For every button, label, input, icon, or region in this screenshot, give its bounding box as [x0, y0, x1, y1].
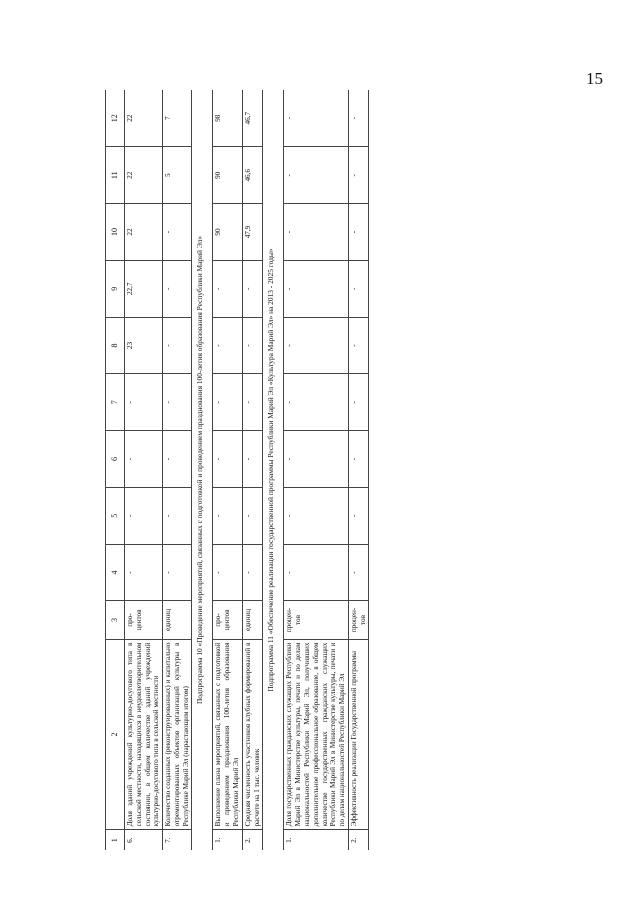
value-cell: -: [284, 431, 348, 488]
value-cell: -: [284, 204, 348, 261]
row-number: 7.: [163, 830, 192, 850]
value-cell: -: [125, 544, 163, 601]
table-row: [213, 90, 242, 850]
column-header: 3: [106, 601, 125, 639]
value-cell: -: [284, 487, 348, 544]
value-cell: -: [348, 204, 369, 261]
unit-cell: единиц: [163, 601, 192, 639]
table-row: [242, 90, 263, 850]
value-cell: 22: [125, 147, 163, 204]
value-cell: 23: [125, 317, 163, 374]
value-cell: 98: [213, 90, 242, 147]
indicators-table: [105, 90, 369, 850]
value-cell: 46,7: [242, 90, 263, 147]
value-cell: -: [213, 487, 242, 544]
value-cell: -: [348, 317, 369, 374]
column-header: 11: [106, 147, 125, 204]
subprogram-heading-row: [192, 90, 213, 850]
value-cell: -: [242, 487, 263, 544]
row-number: 2.: [348, 830, 369, 850]
value-cell: -: [348, 374, 369, 431]
subprogram-title: Подпрограмма 11 «Обеспечение реализации государственной программы Республики Марий Эл «Культура Марий Эл» на 2013 - 2025 годы»: [263, 90, 284, 850]
value-cell: -: [348, 487, 369, 544]
indicator-name: Доля зданий учреждений культурно-досугового типа в сельской местности, находящихся в неудовлетворительном состоянии, в общем количестве зданий учреждений культурно-досугового типа в сельской местности: [125, 639, 163, 830]
table-header: [106, 90, 125, 850]
column-header: 4: [106, 544, 125, 601]
row-number: 1.: [213, 830, 242, 850]
value-cell: -: [284, 374, 348, 431]
value-cell: -: [163, 431, 192, 488]
unit-cell: процен-тов: [284, 601, 348, 639]
value-cell: -: [242, 544, 263, 601]
column-numbers-row: [106, 90, 125, 850]
value-cell: -: [284, 90, 348, 147]
value-cell: -: [348, 90, 369, 147]
rotated-table-page: [105, 90, 575, 850]
value-cell: 90: [213, 147, 242, 204]
value-cell: -: [284, 544, 348, 601]
indicator-name: Доля государственных гражданских служащих Республики Марий Эл в Министерстве культуры, печати и по делам национальностей Республики Марий Эл, получивших дополнительное профессиональное образование, в общем количестве государственных гражданских служащих Республики Марий Эл в Министерстве культуры, печати и по делам национальностей Республики Марий Эл: [284, 639, 348, 830]
value-cell: 5: [163, 147, 192, 204]
unit-cell: процен-тов: [348, 601, 369, 639]
value-cell: -: [163, 317, 192, 374]
table-row: [125, 90, 163, 850]
column-header: 5: [106, 487, 125, 544]
value-cell: -: [163, 374, 192, 431]
indicator-name: Эффективность реализации Государственной программы: [348, 639, 369, 830]
value-cell: 47,9: [242, 204, 263, 261]
column-header: 2: [106, 639, 125, 830]
value-cell: -: [125, 431, 163, 488]
value-cell: -: [242, 317, 263, 374]
table-row: [163, 90, 192, 850]
indicator-name: Выполнение плана мероприятий, связанных с подготовкой и проведением празднования 100-летия образования Республики Марий Эл: [213, 639, 242, 830]
table-body: [125, 90, 369, 850]
value-cell: -: [348, 544, 369, 601]
value-cell: -: [163, 487, 192, 544]
value-cell: -: [213, 317, 242, 374]
table-row: [284, 90, 348, 850]
value-cell: -: [284, 260, 348, 317]
value-cell: -: [242, 374, 263, 431]
subprogram-heading-row: [263, 90, 284, 850]
column-header: 7: [106, 374, 125, 431]
value-cell: -: [163, 260, 192, 317]
unit-cell: про-центов: [213, 601, 242, 639]
row-number: 6.: [125, 830, 163, 850]
value-cell: 22: [125, 90, 163, 147]
value-cell: -: [242, 260, 263, 317]
value-cell: -: [213, 544, 242, 601]
column-header: 1: [106, 830, 125, 850]
value-cell: -: [213, 431, 242, 488]
value-cell: -: [348, 147, 369, 204]
value-cell: -: [348, 260, 369, 317]
subprogram-title: Подпрограмма 10 «Проведение мероприятий, связанных с подготовкой и проведением празднования 100-летия образования Республики Марий Эл»: [192, 90, 213, 850]
value-cell: -: [163, 204, 192, 261]
indicator-name: Количество созданных (реконструированных) и капитально отремонтированных объектов организаций культуры в Республике Марий Эл (нарастающим итогом): [163, 639, 192, 830]
value-cell: -: [213, 374, 242, 431]
value-cell: -: [163, 544, 192, 601]
column-header: 6: [106, 431, 125, 488]
value-cell: 22,7: [125, 260, 163, 317]
value-cell: -: [284, 147, 348, 204]
column-header: 8: [106, 317, 125, 374]
value-cell: -: [284, 317, 348, 374]
unit-cell: единиц: [242, 601, 263, 639]
value-cell: -: [213, 260, 242, 317]
value-cell: -: [125, 374, 163, 431]
row-number: 2.: [242, 830, 263, 850]
value-cell: 90: [213, 204, 242, 261]
value-cell: 22: [125, 204, 163, 261]
unit-cell: про-центов: [125, 601, 163, 639]
column-header: 9: [106, 260, 125, 317]
indicator-name: Средняя численность участников клубных формирований в расчете на 1 тыс. человек: [242, 639, 263, 830]
row-number: 1.: [284, 830, 348, 850]
column-header: 12: [106, 90, 125, 147]
value-cell: 46,6: [242, 147, 263, 204]
value-cell: -: [242, 431, 263, 488]
value-cell: -: [125, 487, 163, 544]
value-cell: 7: [163, 90, 192, 147]
column-header: 10: [106, 204, 125, 261]
value-cell: -: [348, 431, 369, 488]
table-row: [348, 90, 369, 850]
page-number: 15: [586, 69, 603, 88]
